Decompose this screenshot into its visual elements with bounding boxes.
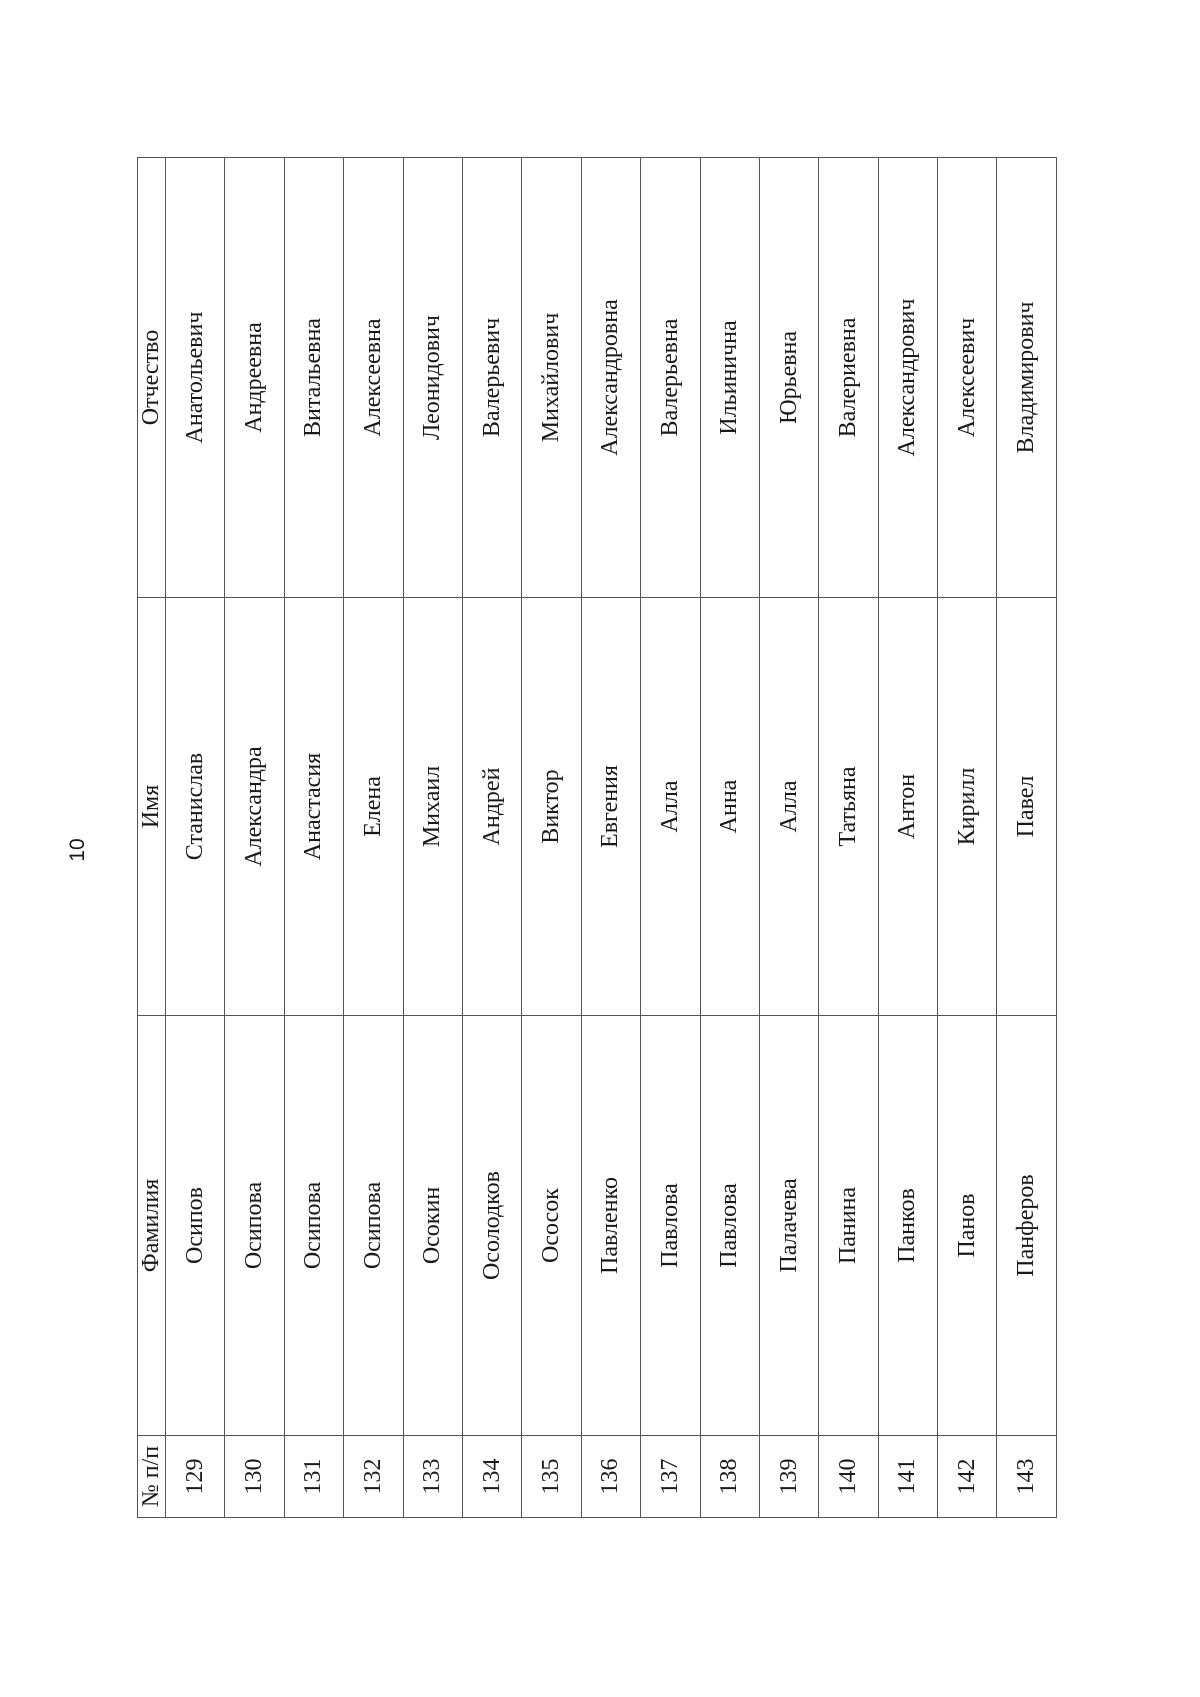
cell-num: 131 <box>284 1436 343 1518</box>
cell-surname: Осипова <box>225 1016 284 1436</box>
table-row <box>581 158 640 1518</box>
cell-surname: Ососок <box>522 1016 581 1436</box>
table-row <box>641 158 700 1518</box>
cell-num: 140 <box>819 1436 878 1518</box>
cell-patronymic: Валериевна <box>819 158 878 598</box>
cell-patronymic: Анатольевич <box>166 158 225 598</box>
cell-patronymic: Алексеевич <box>938 158 997 598</box>
cell-num: 129 <box>166 1436 225 1518</box>
page-number: 10 <box>66 838 89 862</box>
table-row <box>938 158 997 1518</box>
cell-name: Татьяна <box>819 598 878 1016</box>
cell-name: Елена <box>344 598 403 1016</box>
table-row <box>462 158 521 1518</box>
cell-surname: Павленко <box>581 1016 640 1436</box>
cell-patronymic: Александрович <box>878 158 937 598</box>
roster-table-wrapper <box>137 158 1057 1518</box>
cell-name: Анна <box>700 598 759 1016</box>
cell-patronymic: Леонидович <box>403 158 462 598</box>
cell-name: Андрей <box>462 598 521 1016</box>
cell-patronymic: Юрьевна <box>759 158 818 598</box>
cell-surname: Осипова <box>284 1016 343 1436</box>
cell-surname: Осипова <box>344 1016 403 1436</box>
cell-num: 132 <box>344 1436 403 1518</box>
table-row <box>403 158 462 1518</box>
cell-surname: Палачева <box>759 1016 818 1436</box>
cell-surname: Осолодков <box>462 1016 521 1436</box>
cell-num: 136 <box>581 1436 640 1518</box>
cell-name: Кирилл <box>938 598 997 1016</box>
cell-name: Антон <box>878 598 937 1016</box>
cell-patronymic: Валерьевич <box>462 158 521 598</box>
table-row <box>522 158 581 1518</box>
cell-surname: Панина <box>819 1016 878 1436</box>
cell-surname: Панков <box>878 1016 937 1436</box>
cell-patronymic: Андреевна <box>225 158 284 598</box>
cell-num: 133 <box>403 1436 462 1518</box>
cell-name: Евгения <box>581 598 640 1016</box>
cell-name: Павел <box>997 598 1057 1016</box>
cell-num: 135 <box>522 1436 581 1518</box>
cell-name: Алла <box>641 598 700 1016</box>
cell-name: Александра <box>225 598 284 1016</box>
table-row <box>344 158 403 1518</box>
header-num: № п/п <box>138 1436 166 1518</box>
cell-num: 138 <box>700 1436 759 1518</box>
table-row <box>878 158 937 1518</box>
table-row <box>759 158 818 1518</box>
cell-num: 143 <box>997 1436 1057 1518</box>
header-surname: Фамилия <box>138 1016 166 1436</box>
cell-num: 142 <box>938 1436 997 1518</box>
cell-name: Станислав <box>166 598 225 1016</box>
cell-patronymic: Ильинична <box>700 158 759 598</box>
roster-table <box>137 157 1057 1518</box>
table-row <box>819 158 878 1518</box>
table-row <box>225 158 284 1518</box>
table-header-row <box>138 158 166 1518</box>
header-patronymic: Отчество <box>138 158 166 598</box>
cell-patronymic: Алексеевна <box>344 158 403 598</box>
cell-name: Виктор <box>522 598 581 1016</box>
cell-num: 134 <box>462 1436 521 1518</box>
cell-name: Алла <box>759 598 818 1016</box>
cell-patronymic: Валерьевна <box>641 158 700 598</box>
cell-surname: Осипов <box>166 1016 225 1436</box>
cell-surname: Панферов <box>997 1016 1057 1436</box>
cell-num: 141 <box>878 1436 937 1518</box>
cell-patronymic: Владимирович <box>997 158 1057 598</box>
table-body <box>166 158 1057 1518</box>
table-row <box>700 158 759 1518</box>
cell-name: Анастасия <box>284 598 343 1016</box>
cell-surname: Павлова <box>700 1016 759 1436</box>
cell-surname: Осокин <box>403 1016 462 1436</box>
table-row <box>166 158 225 1518</box>
table-row <box>997 158 1057 1518</box>
header-name: Имя <box>138 598 166 1016</box>
cell-surname: Панов <box>938 1016 997 1436</box>
cell-patronymic: Александровна <box>581 158 640 598</box>
cell-num: 137 <box>641 1436 700 1518</box>
cell-patronymic: Витальевна <box>284 158 343 598</box>
cell-name: Михаил <box>403 598 462 1016</box>
cell-patronymic: Михайлович <box>522 158 581 598</box>
cell-num: 130 <box>225 1436 284 1518</box>
cell-num: 139 <box>759 1436 818 1518</box>
cell-surname: Павлова <box>641 1016 700 1436</box>
table-row <box>284 158 343 1518</box>
